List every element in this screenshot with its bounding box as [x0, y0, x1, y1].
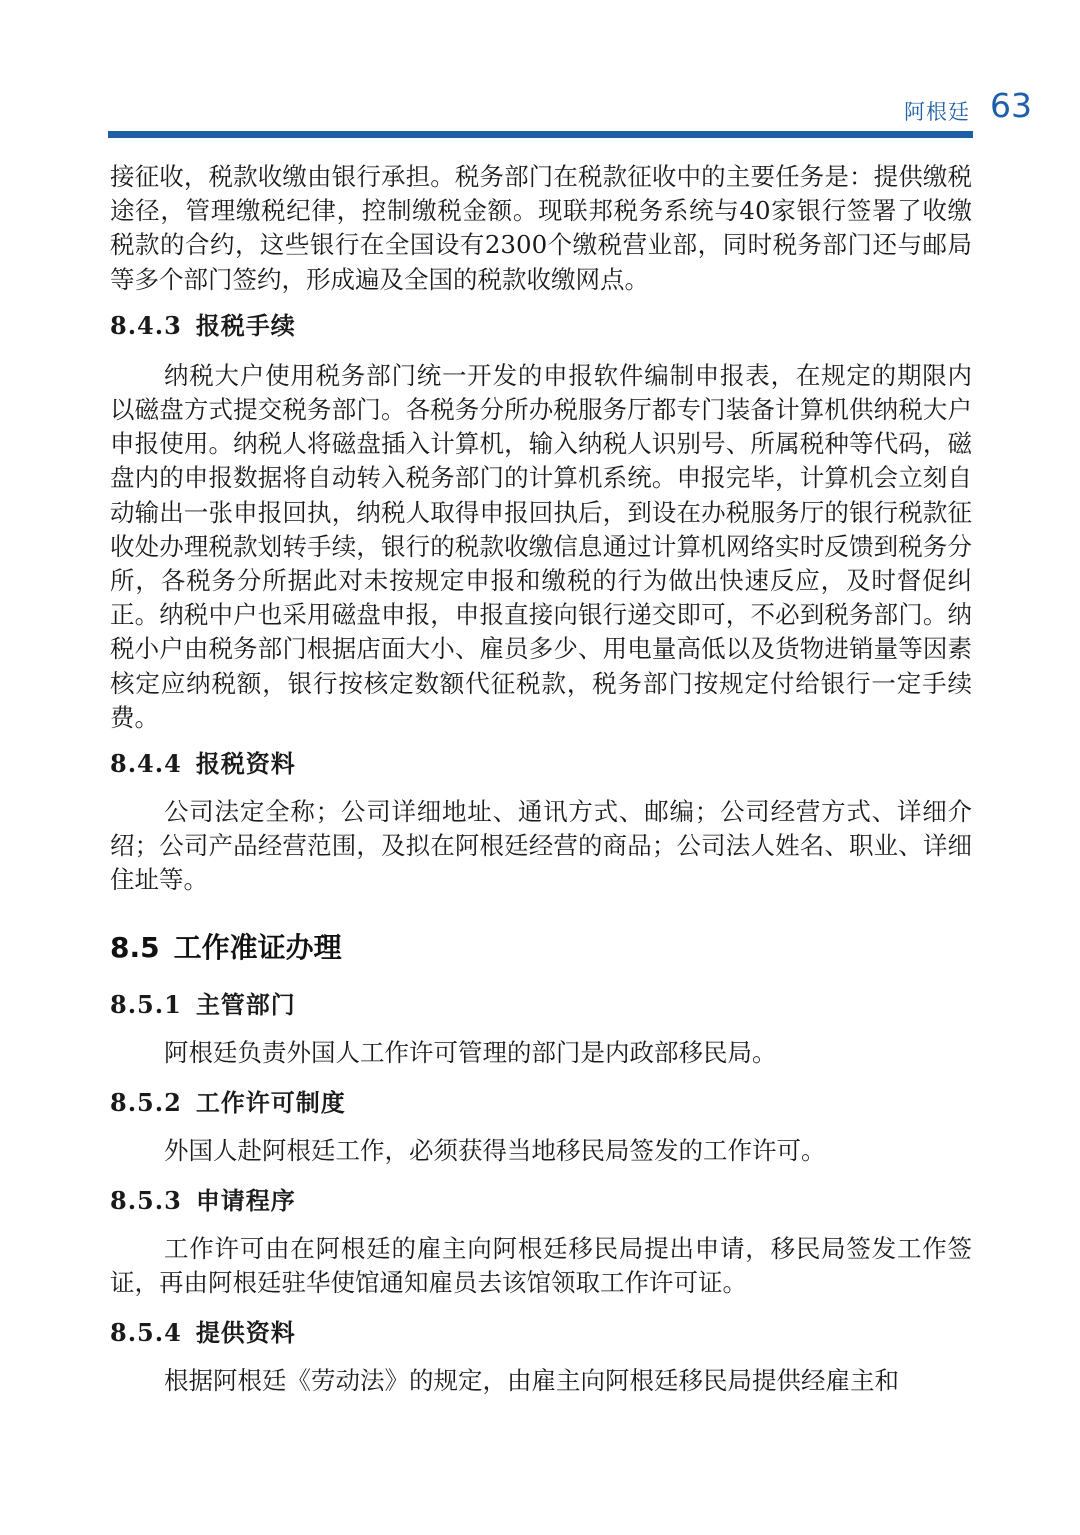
page-number: 63 — [990, 86, 1032, 125]
paragraph-8-4-3: 纳税大户使用税务部门统一开发的申报软件编制申报表，在规定的期限内以磁盘方式提交税务部门。各税务分所办税服务厅都专门装备计算机供纳税大户申报使用。纳税人将磁盘插入计算机，输入纳税人识别号、所属税种等代码，磁盘内的申报数据将自动转入税务部门的计算机系统。申报完毕，计算机会立刻自动输出一张申报回执，纳税人取得申报回执后，到设在办税服务厅的银行税款征收处办理税款划转手续，银行的税款收缴信息通过计算机网络实时反馈到税务分所，各税务分所据此对未按规定申报和缴税的行为做出快速反应，及时督促纠正。纳税中户也采用磁盘申报，申报直接向银行递交即可，不必到税务部门。纳税小户由税务部门根据店面大小、雇员多少、用电量高低以及货物进销量等因素核定应纳税额，银行按核定数额代征税款，税务部门按规定付给银行一定手续费。 — [110, 360, 972, 732]
heading-title: 提供资料 — [195, 1318, 296, 1348]
heading-number: 8.4.4 — [110, 749, 182, 779]
heading-number: 8.4.3 — [110, 310, 182, 340]
heading-8-5-4 — [110, 1316, 972, 1350]
heading-8-5-1 — [110, 988, 972, 1022]
paragraph-8-5-1: 阿根廷负责外国人工作许可管理的部门是内政部移民局。 — [164, 1037, 777, 1067]
paragraph-8-5-4: 根据阿根廷《劳动法》的规定，由雇主向阿根廷移民局提供经雇主和 — [164, 1366, 899, 1396]
heading-8-5-3 — [110, 1184, 972, 1218]
heading-8-4-4 — [110, 747, 972, 781]
heading-8-5 — [110, 928, 972, 968]
heading-title: 报税资料 — [195, 749, 296, 779]
heading-number: 8.5.3 — [110, 1186, 182, 1216]
heading-8-5-2 — [110, 1086, 972, 1120]
heading-8-4-3 — [110, 309, 972, 343]
paragraph-8-5-2: 外国人赴阿根廷工作，必须获得当地移民局签发的工作许可。 — [164, 1135, 826, 1165]
heading-title: 工作许可制度 — [195, 1087, 346, 1117]
heading-number: 8.5.1 — [110, 989, 182, 1019]
heading-number: 8.5.4 — [110, 1318, 182, 1348]
heading-number: 8.5 — [110, 930, 160, 964]
page-body — [110, 160, 972, 1399]
heading-title: 报税手续 — [195, 310, 296, 340]
running-head-country: 阿根廷 — [904, 100, 970, 124]
heading-title: 申请程序 — [195, 1186, 296, 1216]
page-header — [108, 86, 1032, 136]
heading-title: 工作准证办理 — [173, 930, 342, 964]
heading-title: 主管部门 — [195, 989, 296, 1019]
paragraph-8-4-4: 公司法定全称；公司详细地址、通讯方式、邮编；公司经营方式、详细介绍；公司产品经营范围，及拟在阿根廷经营的商品；公司法人姓名、职业、详细住址等。 — [110, 797, 972, 895]
header-rule — [108, 131, 973, 138]
heading-number: 8.5.2 — [110, 1087, 182, 1117]
paragraph-intro: 接征收，税款收缴由银行承担。税务部门在税款征收中的主要任务是：提供缴税途径，管理缴税纪律，控制缴税金额。现联邦税务系统与40家银行签署了收缴税款的合约，这些银行在全国设有2300个缴税营业部，同时税务部门还与邮局等多个部门签约，形成遍及全国的税款收缴网点。 — [110, 162, 972, 294]
paragraph-8-5-3: 工作许可由在阿根廷的雇主向阿根廷移民局提出申请，移民局签发工作签证，再由阿根廷驻华使馆通知雇员去该馆领取工作许可证。 — [110, 1234, 972, 1298]
